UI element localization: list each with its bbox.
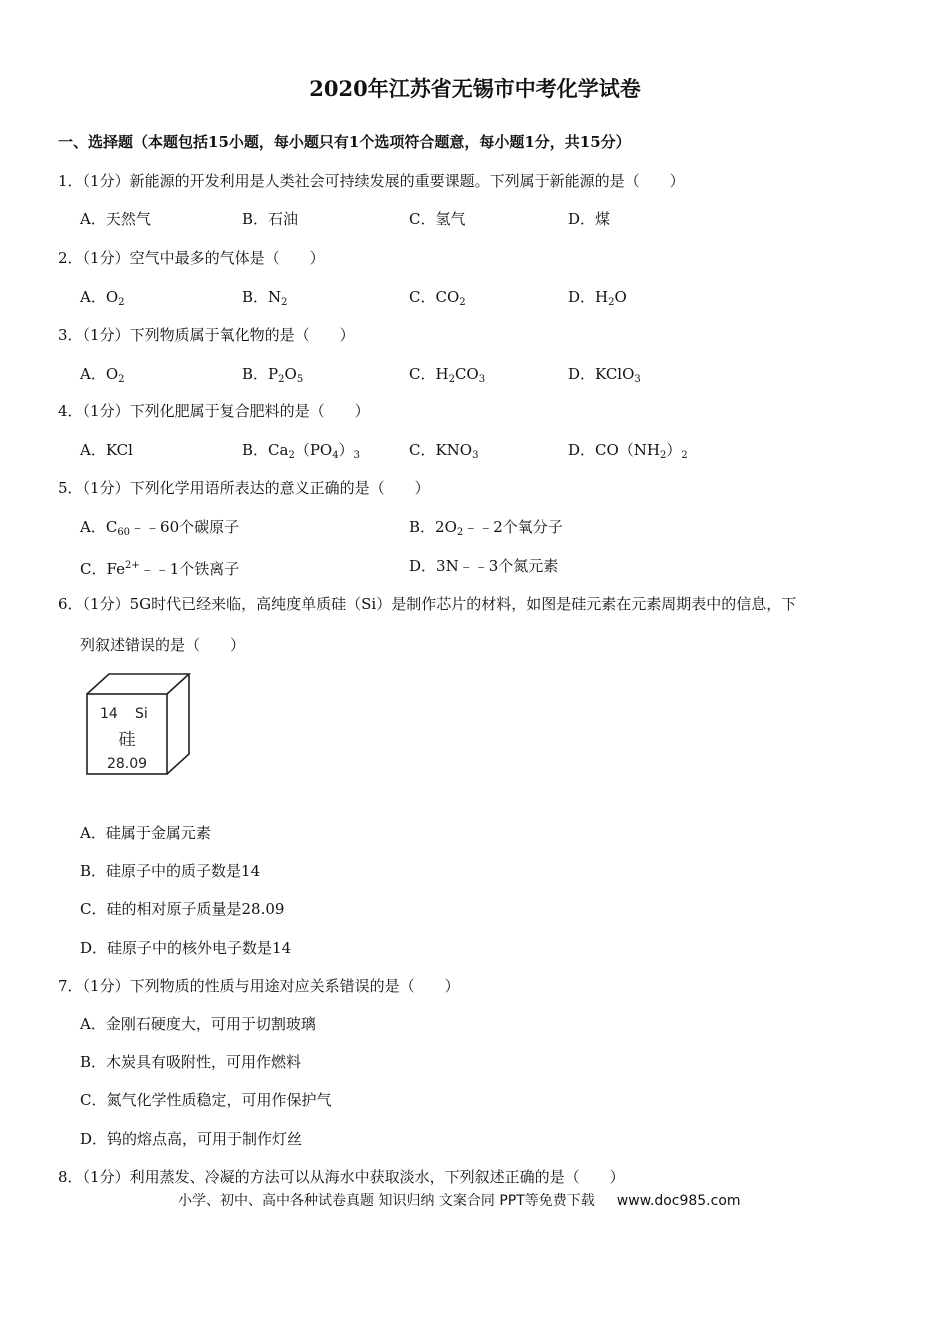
question-7-stem: 7．（1分）下列物质的性质与用途对应关系错误的是（ ） [58,977,460,995]
q4-option-b: B．$Ca_2(PO_4)_3$ [242,441,360,461]
q7-option-c: C．氮气化学性质稳定，可用作保护气 [80,1091,332,1109]
page-title: 2020年江苏省无锡市中考化学试卷 [309,76,641,101]
question-3-stem: 3．（1分）下列物质属于氧化物的是（ ） [58,326,355,344]
question-2-stem: 2．（1分）空气中最多的气体是（ ） [58,249,325,267]
question-5-stem: 5．（1分）下列化学用语所表达的意义正确的是（ ） [58,479,430,497]
q3-option-d: D．KClO$_3$ [568,365,641,385]
question-4-stem: 4．（1分）下列化肥属于复合肥料的是（ ） [58,402,370,420]
cell-top-face [87,674,189,694]
footer [178,1191,741,1211]
q5-option-b: B．$2O_2﹣﹣2$个氧分子 [409,518,563,538]
q2-option-c: C．$CO_2$ [409,288,466,308]
cell-atomic-mass: 28.09 [106,756,148,772]
q6-option-d: D．硅原子中的核外电子数是14 [80,939,292,957]
q2-option-b: B．$N_2$ [242,288,288,308]
q4-option-a: A．KCl [80,441,133,459]
q1-option-c: C．氢气 [409,210,466,228]
q2-option-d: D．$H_2O$ [568,288,627,308]
q5-option-a: A．$C_{60}﹣﹣60$个碳原子 [80,518,240,538]
q2-option-a: A．$O_2$ [80,288,125,308]
q6-option-b: B．硅原子中的质子数是14 [80,862,261,880]
q1-option-a: A．天然气 [80,210,151,228]
q4-option-d: D．$CO(NH_2)_2$ [568,441,688,461]
cell-atomic-number: 14 [100,706,118,722]
footer-text: 小学、初中、高中各种试卷真题 知识归纳 文案合同 PPT等免费下载 [178,1193,595,1209]
q6-option-a: A．硅属于金属元素 [80,824,211,842]
question-8-stem: 8．（1分）利用蒸发、冷凝的方法可以从海水中获取淡水，下列叙述正确的是（ ） [58,1168,625,1186]
question-6-stem-line1: 6．（1分）5G时代已经来临，高纯度单质硅（Si）是制作芯片的材料，如图是硅元素在元素周期表中的信息，下 [58,595,797,613]
q5-option-c: C．$Fe^{2+}﹣﹣1$个铁离子 [80,560,240,578]
cell-symbol: Si [135,706,148,722]
footer-url[interactable]: www.doc985.com [616,1193,741,1209]
section-heading: 一、选择题（本题包括15小题，每小题只有1个选项符合题意，每小题1分，共15分） [58,133,631,151]
q3-option-c: C．$H_2CO_3$ [409,365,486,385]
q6-option-c: C．硅的相对原子质量是28.09 [80,900,285,918]
cell-element-name: 硅 [118,730,136,750]
silicon-element-cell [84,670,194,780]
q5-option-d: D．3N﹣﹣3个氮元素 [409,557,559,575]
q3-option-a: A．$O_2$ [80,365,125,385]
question-6-stem-line2: 列叙述错误的是（ ） [80,636,246,654]
q7-option-b: B．木炭具有吸附性，可用作燃料 [80,1053,302,1071]
question-1-stem: 1．（1分）新能源的开发利用是人类社会可持续发展的重要课题。下列属于新能源的是（ ） [58,172,685,190]
q3-option-b: B．$P_2O_5$ [242,365,304,385]
q1-option-b: B．石油 [242,210,299,228]
cell-side-face [167,674,189,774]
q7-option-a: A．金刚石硬度大，可用于切割玻璃 [80,1015,316,1033]
q7-option-d: D．钨的熔点高，可用于制作灯丝 [80,1130,303,1148]
q4-option-c: C．$KNO_3$ [409,441,479,461]
q1-option-d: D．煤 [568,210,611,228]
